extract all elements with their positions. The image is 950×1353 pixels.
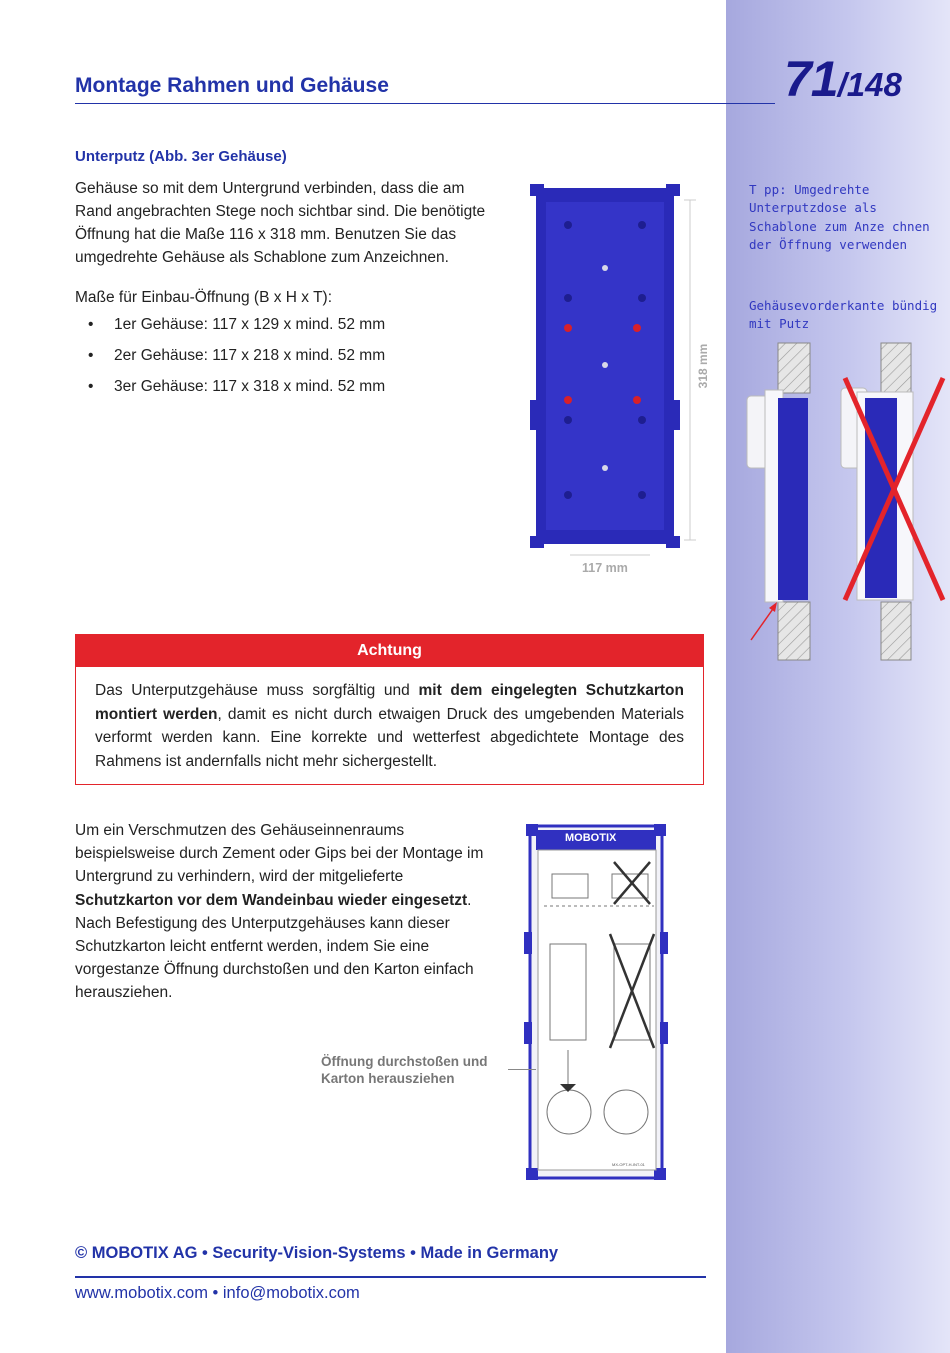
bullet-icon: • <box>88 316 94 333</box>
footer-company: © MOBOTIX AG • Security-Vision-Systems • Made in Germany <box>75 1244 559 1262</box>
dimensions-intro: Maße für Einbau-Öffnung (B x H x T): <box>75 289 332 306</box>
flush-note: Gehäusevorderkante bündig mit Putz <box>749 298 938 332</box>
sidebar-tip: T pp: Umgedrehte Unterputzdose als Schablone zum Anze chnen der Öffnung verwenden <box>749 182 930 253</box>
figure-caption: Öffnung durchstoßen und Karton herausziehen <box>321 1054 488 1086</box>
warning-heading: Achtung <box>76 635 703 667</box>
section-subheading: Unterputz (Abb. 3er Gehäuse) <box>75 148 287 165</box>
warning-text: Das Unterputzgehäuse muss sorgfältig und mit dem eingelegten Schutzkarton montiert werden, damit es nicht durch etwaigen Druck des umgebenden Materials verformt werden kann. Eine korrekte und wetterfest abgedichtete Montage des Rahmens ist andernfalls nicht mehr sichergestellt. <box>95 682 684 770</box>
footer-contact[interactable]: www.mobotix.com • info@mobotix.com <box>75 1284 360 1302</box>
warning-box <box>75 634 704 785</box>
housing-figure <box>530 180 710 580</box>
page-title: Montage Rahmen und Gehäuse <box>75 74 389 97</box>
list-item: • 3er Gehäuse: 117 x 318 x mind. 52 mm <box>88 378 385 409</box>
title-divider <box>75 103 775 104</box>
wall-section-figure <box>745 338 950 668</box>
list-item: • 2er Gehäuse: 117 x 218 x mind. 52 mm <box>88 347 385 378</box>
carton-code-label: MX-OPT-H-INT-01 <box>612 1162 645 1167</box>
bullet-icon: • <box>88 378 94 395</box>
list-item: • 1er Gehäuse: 117 x 129 x mind. 52 mm <box>88 316 385 347</box>
caption-leader-line <box>508 1069 536 1070</box>
intro-paragraph: Gehäuse so mit dem Untergrund verbinden, dass die am Rand angebrachten Stege noch sichtbar sind. Die benötigte Öffnung hat die Maße 116 x 318 mm. Benutzen Sie das umgedrehte Gehäuse als Schablone zum Anzeichnen. <box>75 180 486 266</box>
carton-paragraph: Um ein Verschmutzen des Gehäuseinnenraums beispielsweise durch Zement oder Gips bei der Montage im Untergrund zu verhindern, wird der mitgelieferte Schutzkarton vor dem Wandeinbau wieder eingesetzt. Nach Befestigung des Unterputzgehäuses kann dieser Schutzkarton leicht entfernt werden, indem Sie eine vorgestanze Öffnung durchstoßen und den Karton einfach herausziehen. <box>75 822 484 1002</box>
page-total: /148 <box>837 66 902 103</box>
page-current: 71 <box>784 51 838 107</box>
carton-card-figure <box>524 822 669 1182</box>
carton-brand-label: MOBOTIX <box>565 832 617 844</box>
dimension-list <box>88 316 385 409</box>
page-number <box>784 50 902 108</box>
height-dimension-label: 318 mm <box>696 343 710 389</box>
bullet-icon: • <box>88 347 94 364</box>
width-dimension-label: 117 mm <box>582 561 628 575</box>
footer-divider <box>75 1276 706 1278</box>
